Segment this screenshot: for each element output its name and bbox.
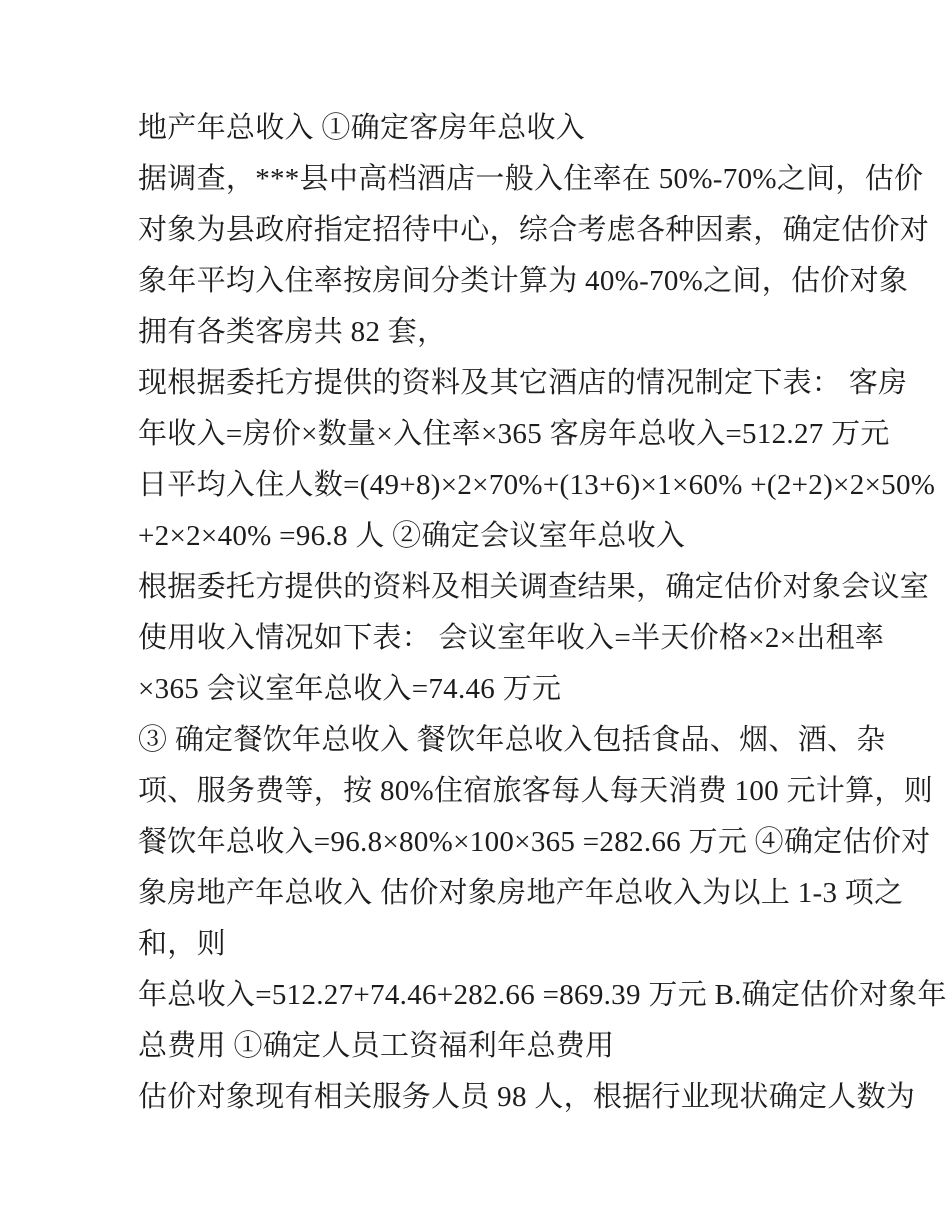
text-line: 对象为县政府指定招待中心，综合考虑各种因素，确定估价对 <box>138 214 930 246</box>
text-line: 总费用 ①确定人员工资福利年总费用 <box>138 1030 615 1062</box>
text-line: 年收入=房价×数量×入住率×365 客房年总收入=512.27 万元 <box>138 418 890 450</box>
text-line: 使用收入情况如下表： 会议室年收入=半天价格×2×出租率 <box>138 622 885 654</box>
text-line: ×365 会议室年总收入=74.46 万元 <box>138 673 562 705</box>
text-line: 拥有各类客房共 82 套， <box>138 316 447 348</box>
text-line: +2×2×40% =96.8 人 ②确定会议室年总收入 <box>138 520 686 552</box>
text-line: 和，则 <box>138 928 226 960</box>
text-line: 估价对象现有相关服务人员 98 人，根据行业现状确定人数为 <box>138 1081 916 1113</box>
text-line: 现根据委托方提供的资料及其它酒店的情况制定下表： 客房 <box>138 367 908 399</box>
text-line: 象年平均入住率按房间分类计算为 40%-70%之间，估价对象 <box>138 265 909 297</box>
text-line: 象房地产年总收入 估价对象房地产年总收入为以上 1-3 项之 <box>138 877 904 909</box>
document-text-block <box>138 103 947 1123</box>
text-line: 项、服务费等，按 80%住宿旅客每人每天消费 100 元计算，则 <box>138 775 934 807</box>
text-line: 据调查，***县中高档酒店一般入住率在 50%-70%之间，估价 <box>138 163 924 195</box>
text-line: 日平均入住人数=(49+8)×2×70%+(13+6)×1×60% +(2+2)×2×50% <box>138 469 936 501</box>
text-line: 年总收入=512.27+74.46+282.66 =869.39 万元 B.确定估价对象年 <box>138 979 947 1011</box>
text-line: 根据委托方提供的资料及相关调查结果，确定估价对象会议室 <box>138 571 930 603</box>
text-line: 餐饮年总收入=96.8×80%×100×365 =282.66 万元 ④确定估价对 <box>138 826 931 858</box>
text-line: ③ 确定餐饮年总收入 餐饮年总收入包括食品、烟、酒、杂 <box>138 724 886 756</box>
text-line: 地产年总收入 ①确定客房年总收入 <box>138 112 586 144</box>
